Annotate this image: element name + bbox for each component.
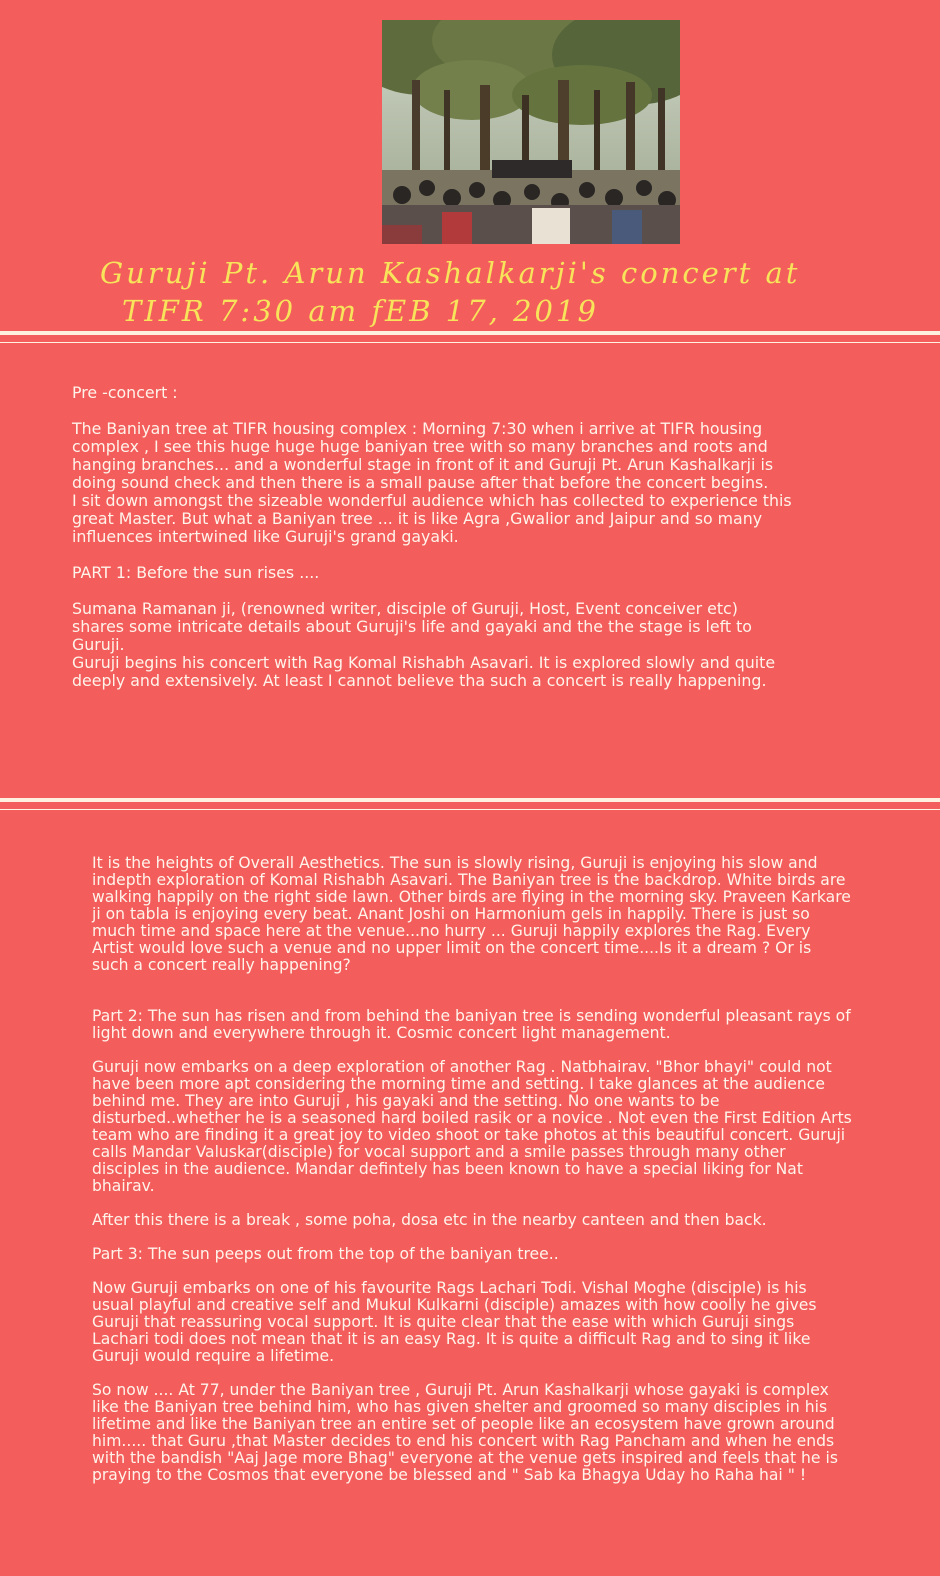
paragraph: It is the heights of Overall Aesthetics. The sun is slowly rising, Guruji is enjoying his slow and indepth exploration of Komal Rishabh Asavari. The Baniyan tree is the backdrop. White birds are walking happily on the right side lawn. Other birds are flying in the morning sky. Praveen Karkare ji on tabla is enjoying every beat. Anant Joshi on Harmonium gels in happily. There is just so much time and space here at the venue...no hurry ... Guruji happily explores the Rag. Every Artist would love such a venue and no upper limit on the concert time....Is it a dream ? Or is such a concert really happening? [92,854,851,974]
divider-top-thick [0,331,940,335]
concert-title [100,254,860,330]
paragraph: The Baniyan tree at TIFR housing complex : Morning 7:30 when i arrive at TIFR housing complex , I see this huge huge huge baniyan tree with so many branches and roots and hanging branches... and a wonderful stage in front of it and Guruji Pt. Arun Kashalkarji is doing sound check and then there is a small pause after that before the concert begins. [72,419,774,492]
closing-paragraph: So now .... At 77, under the Baniyan tree , Guruji Pt. Arun Kashalkarji whose gayaki is complex like the Baniyan tree behind him, who has given shelter and groomed so many disciples in his lifetime and like the Baniyan tree an entire set of people like an ecosystem have grown around him..... that Guru ,that Master decides to end his concert with Rag Pancham and when he ends with the bandish "Aaj Jage more Bhag" everyone at the venue gets inspired and feels that he is praying to the Cosmos that everyone be blessed and " Sab ka Bhagya Uday ho Raha hai " ! [92,1381,838,1484]
paragraph: Guruji begins his concert with Rag Komal Rishabh Asavari. It is explored slowly and quite deeply and extensively. At least I cannot believe tha such a concert is really happening. [72,653,776,690]
divider-mid-thin [0,809,940,810]
pre-concert-heading: Pre -concert : [72,383,178,402]
pre-concert-section [72,384,792,690]
banyan-tree-image [382,20,680,244]
paragraph: After this there is a break , some poha, dosa etc in the nearby canteen and then back. [92,1211,767,1229]
concert-narrative-section [92,855,852,1484]
divider-mid-thick [0,798,940,802]
title-line-1: Guruji Pt. Arun Kashalkarji's concert at [100,256,801,290]
paragraph: Now Guruji embarks on one of his favourite Rags Lachari Todi. Vishal Moghe (disciple) is his usual playful and creative self and Mukul Kulkarni (disciple) amazes with how coolly he gives Guruji that reassuring vocal support. It is quite clear that the ease with which Guruji sings Lachari todi does not mean that it is an easy Rag. It is quite a difficult Rag and to sing it like Guruji would require a lifetime. [92,1279,817,1365]
part3-heading: Part 3: The sun peeps out from the top of the baniyan tree.. [92,1245,559,1263]
part1-heading: PART 1: Before the sun rises .... [72,563,320,582]
paragraph: Guruji now embarks on a deep exploration of another Rag . Natbhairav. "Bhor bhayi" could not have been more apt considering the morning time and setting. I take glances at the audience behind me. They are into Guruji , his gayaki and the setting. No one wants to be disturbed..whether he is a seasoned hard boiled rasik or a novice . Not even the First Edition Arts team who are finding it a great joy to video shoot or take photos at this beautiful concert. Guruji calls Mandar Valuskar(disciple) for vocal support and a smile passes through many other disciples in the audience. Mandar defintely has been known to have a special liking for Nat bhairav. [92,1058,852,1195]
concert-photo [382,20,680,244]
part2-paragraph: Part 2: The sun has risen and from behind the baniyan tree is sending wonderful pleasant rays of light down and everywhere through it. Cosmic concert light management. [92,1007,851,1042]
paragraph: Sumana Ramanan ji, (renowned writer, disciple of Guruji, Host, Event conceiver etc) shares some intricate details about Guruji's life and gayaki and the the stage is left to Guruji. [72,599,752,654]
paragraph: I sit down amongst the sizeable wonderful audience which has collected to experience this great Master. But what a Baniyan tree ... it is like Agra ,Gwalior and Jaipur and so many influences intertwined like Guruji's grand gayaki. [72,491,792,546]
title-line-2: TIFR 7:30 am fEB 17, 2019 [122,294,599,328]
divider-top-thin [0,342,940,343]
